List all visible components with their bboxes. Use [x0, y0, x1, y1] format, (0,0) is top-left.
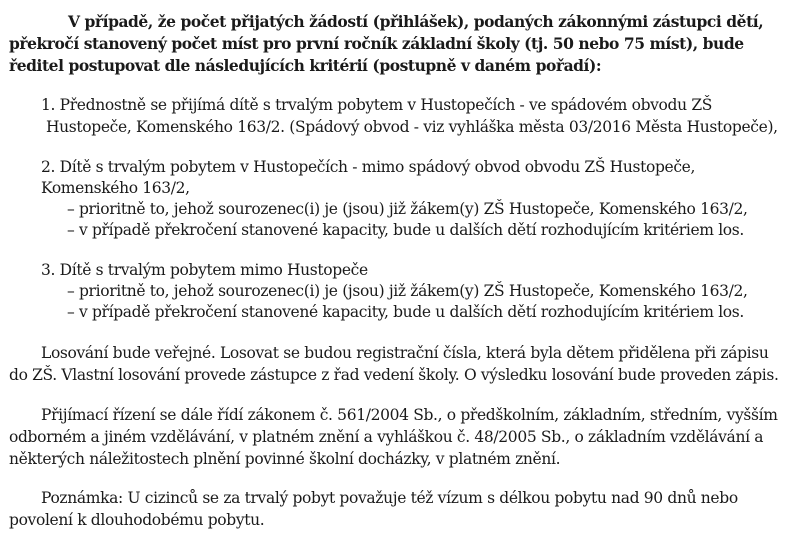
lottery-line-1: Losování bude veřejné. Losovat se budou registrační čísla, která byla dětem přidělena při zápisu	[41, 344, 769, 362]
legal-line-2: odborném a jiném vzdělávání, v platném znění a vyhláškou č. 48/2005 Sb., o základním vzdělávání a	[9, 428, 764, 446]
criterion-3-bullet-2: – v případě překročení stanovené kapacity, bude u dalších dětí rozhodujícím kritériem los.	[67, 303, 744, 321]
intro-line-1: V případě, že počet přijatých žádostí (přihlášek), podaných zákonnými zástupci dětí,	[68, 12, 764, 31]
criterion-3-line-1: 3. Dítě s trvalým pobytem mimo Hustopeče	[41, 261, 368, 279]
criterion-2-bullet-1: – prioritně to, jehož sourozenec(i) je (jsou) již žákem(y) ZŠ Hustopeče, Komenského 163/2,	[67, 200, 748, 218]
criterion-2-line-1: 2. Dítě s trvalým pobytem v Hustopečích - mimo spádový obvod obvodu ZŠ Hustopeče,	[41, 158, 696, 176]
criterion-1-line-2: Hustopeče, Komenského 163/2. (Spádový obvod - viz vyhláška města 03/2016 Města Hustopeče),	[46, 118, 778, 136]
criterion-1-line-1: 1. Přednostně se přijímá dítě s trvalým pobytem v Hustopečích - ve spádovém obvodu ZŠ	[41, 96, 713, 114]
criterion-2-line-2: Komenského 163/2,	[41, 179, 190, 197]
intro-line-3: ředitel postupovat dle následujících kritérií (postupně v daném pořadí):	[9, 56, 602, 75]
intro-line-2: překročí stanovený počet míst pro první ročník základní školy (tj. 50 nebo 75 míst), bude	[9, 34, 744, 53]
note-line-1: Poznámka: U cizinců se za trvalý pobyt považuje též vízum s délkou pobytu nad 90 dnů nebo	[41, 489, 738, 507]
legal-line-1: Přijímací řízení se dále řídí zákonem č. 561/2004 Sb., o předškolním, základním, středním, vyšším	[41, 406, 778, 424]
criterion-3-bullet-1: – prioritně to, jehož sourozenec(i) je (jsou) již žákem(y) ZŠ Hustopeče, Komenského 163/2,	[67, 282, 748, 300]
criterion-2-bullet-2: – v případě překročení stanovené kapacity, bude u dalších dětí rozhodujícím kritériem los.	[67, 221, 744, 239]
legal-line-3: některých náležitostech plnění povinné školní docházky, v platném znění.	[9, 450, 561, 468]
lottery-line-2: do ZŠ. Vlastní losování provede zástupce z řad vedení školy. O výsledku losování bude proveden zápis.	[9, 366, 779, 384]
note-line-2: povolení k dlouhodobému pobytu.	[9, 511, 265, 529]
